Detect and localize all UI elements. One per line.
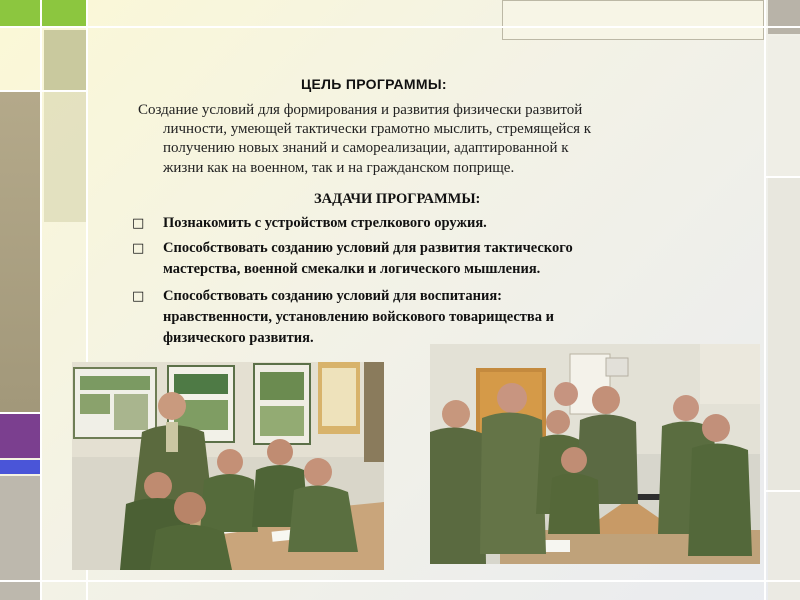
grid-line [0, 26, 800, 28]
task-line: Способствовать созданию условий для воспитания: [163, 288, 502, 304]
grid-line [0, 580, 800, 582]
grid-line [764, 0, 766, 600]
decor-purple-block [0, 414, 40, 458]
program-tasks-title: ЗАДАЧИ ПРОГРАММЫ: [314, 191, 481, 207]
intro-line: получению новых знаний и самореализации, адаптированной к [163, 140, 569, 157]
intro-line: личности, умеющей тактически грамотно мыслить, стремящейся к [163, 121, 592, 138]
checkbox-bullet-icon: □ [132, 241, 145, 256]
classroom-photo-image [72, 362, 384, 570]
program-goal-text [132, 101, 692, 178]
grid-line [764, 490, 800, 492]
intro-line: Создание условий для формирования и развития физически развитой [138, 102, 583, 118]
classroom-photo [72, 362, 384, 570]
task-line: Познакомить с устройством стрелкового оружия. [163, 215, 487, 231]
intro-line: жизни как на военном, так и на гражданском поприще. [163, 159, 515, 176]
decor-right-column [768, 36, 800, 176]
decor-right-bottom [768, 492, 800, 600]
decor-blue-block [0, 460, 40, 474]
grid-line [764, 176, 800, 178]
task-line: физического развития. [163, 330, 314, 346]
decor-brown-block [0, 92, 40, 412]
decor-right-lower [768, 178, 800, 490]
task-line: нравственности, установлению войскового товарищества и [163, 309, 554, 325]
task-line: Способствовать созданию условий для развития тактического [163, 240, 573, 256]
task-line: мастерства, военной смекалки и логического мышления. [163, 261, 541, 277]
grid-line [0, 412, 40, 414]
decor-olive-block-top [44, 30, 86, 90]
decor-top-right-box [502, 0, 764, 40]
decor-olive-block-left [44, 92, 86, 222]
program-goal-title: ЦЕЛЬ ПРОГРАММЫ: [301, 76, 447, 92]
decor-top-right-grey [768, 0, 800, 34]
weapon-training-photo [430, 344, 760, 564]
checkbox-bullet-icon: □ [132, 216, 145, 231]
decor-green-block [0, 0, 86, 26]
checkbox-bullet-icon: □ [132, 289, 145, 304]
weapon-training-photo-image [430, 344, 760, 564]
grid-line [0, 90, 86, 92]
